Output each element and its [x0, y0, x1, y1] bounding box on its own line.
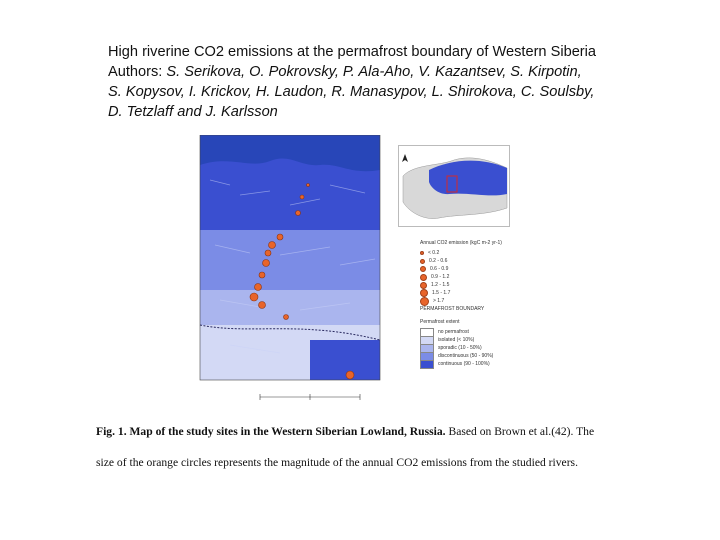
- permafrost-class-2: sporadic (10 - 50%): [420, 344, 530, 352]
- emission-class-5: 1.5 - 1.7: [420, 289, 530, 297]
- site-marker: [296, 211, 301, 216]
- authors-line-2: S. Kopysov, I. Krickov, H. Laudon, R. Manasypov, L. Shirokova, C. Soulsby,: [108, 84, 595, 100]
- site-marker: [255, 284, 262, 291]
- site-marker: [269, 242, 276, 249]
- emission-class-1: 0.2 - 0.6: [420, 257, 530, 265]
- authors-prefix: Authors:: [108, 64, 167, 80]
- site-marker: [259, 272, 265, 278]
- emission-class-0: < 0.2: [420, 249, 530, 257]
- site-marker: [307, 184, 310, 187]
- permafrost-boundary-legend: PERMAFROST BOUNDARY: [420, 306, 485, 312]
- figure-caption-bold: Fig. 1. Map of the study sites in the Western Siberian Lowland, Russia.: [96, 425, 446, 438]
- emission-legend-title: Annual CO2 emission (kgC m-2 yr-1): [420, 240, 502, 246]
- permafrost-class-4: continuous (90 - 100%): [420, 360, 530, 368]
- map-legend: [420, 240, 530, 368]
- permafrost-class-3: discontinuous (50 - 90%): [420, 352, 530, 360]
- emission-class-3: 0.9 - 1.2: [420, 273, 530, 281]
- site-marker: [263, 260, 270, 267]
- permafrost-legend-title: Permafrost extent: [420, 319, 460, 325]
- map-sporadic-zone: [200, 290, 380, 325]
- authors-names-1: S. Serikova, O. Pokrovsky, P. Ala-Aho, V. Kazantsev, S. Kirpotin,: [166, 64, 582, 80]
- study-site-map: [190, 135, 390, 405]
- russia-inset-map: [398, 145, 510, 227]
- map-continuous-se: [310, 340, 380, 380]
- site-marker: [284, 315, 289, 320]
- emission-class-6: > 1.7: [420, 297, 530, 305]
- slide-header: [108, 42, 668, 122]
- figure-caption-text: Based on Brown et al.(42). The size of the orange circles represents the magnitude of the annual CO2 emissions from the studied rivers.: [96, 425, 595, 469]
- site-marker: [250, 293, 258, 301]
- authors-line-3: D. Tetzlaff and J. Karlsson: [108, 104, 278, 120]
- slide-title: High riverine CO2 emissions at the permafrost boundary of Western Siberia: [108, 44, 597, 60]
- site-marker: [265, 250, 271, 256]
- permafrost-class-1: isolated (< 10%): [420, 336, 530, 344]
- map-discontinuous-zone: [200, 230, 380, 290]
- site-marker: [346, 371, 354, 379]
- figure-caption: [96, 416, 596, 478]
- permafrost-class-0: no permafrost: [420, 328, 530, 336]
- emission-class-4: 1.2 - 1.5: [420, 281, 530, 289]
- site-marker: [300, 195, 304, 199]
- inset-permafrost: [429, 161, 507, 196]
- site-marker: [259, 302, 266, 309]
- authors-line-1: [108, 62, 668, 82]
- site-marker: [277, 234, 283, 240]
- emission-class-2: 0.6 - 0.9: [420, 265, 530, 273]
